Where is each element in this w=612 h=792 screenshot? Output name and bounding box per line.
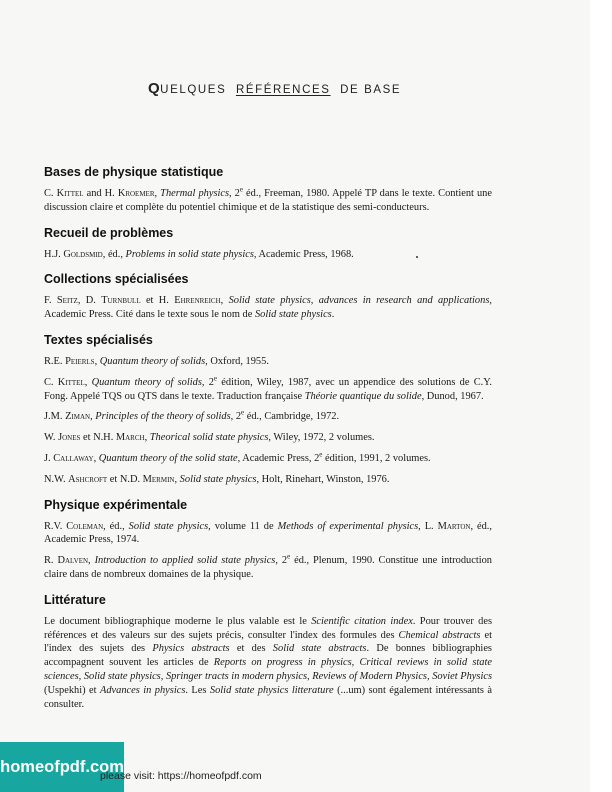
section-textes xyxy=(44,332,492,487)
references-content xyxy=(44,164,492,721)
section-heading: Recueil de problèmes xyxy=(44,225,174,240)
section-heading: Collections spécialisées xyxy=(44,272,189,287)
section-heading: Physique expérimentale xyxy=(44,497,188,512)
reference-entry: W. Jones et N.H. March, Theorical solid state physics, Wiley, 1972, 2 volumes. xyxy=(44,432,375,444)
reference-entry: R.V. Coleman, éd., Solid state physics, volume 11 de Methods of experimental physics, L. Marton, éd., Academic Press, 1974. xyxy=(44,520,492,546)
reference-entry: J.M. Ziman, Principles of the theory of solids, 2e éd., Cambridge, 1972. xyxy=(44,408,340,423)
reference-entry: R. Dalven, Introduction to applied solid state physics, 2e éd., Plenum, 1990. Constitue une introduction claire dans de nombreux domaines de la physique. xyxy=(44,552,492,580)
literature-paragraph: Le document bibliographique moderne le plus valable est le Scientific citation index. Pour trouver des références et des valeurs sur des sujets précis, consulter l'index des formules des Chemical abstracts et l'index des sujets des Physics abstracts et des Solid state abstracts. De bonnes bibliographies accompagnent souvent les articles de Reports on progress in physics, Critical reviews in solid state sciences, Solid state physics, Springer tracts in modern physics, Reviews of Modern Physics, Soviet Physics (Uspekhi) et Advances in physics. Les Solid state physics litterature (...um) sont également intéressants à consulter. xyxy=(44,615,492,710)
reference-entry: C. Kittel and H. Kroemer, Thermal physics, 2e éd., Freeman, 1980. Appelé TP dans le texte. Contient une discussion claire et complète du potentiel chimique et de la statistique des semi-conducteurs. xyxy=(44,185,492,213)
reference-entry: N.W. Ashcroft et N.D. Mermin, Solid state physics, Holt, Rinehart, Winston, 1976. xyxy=(44,473,390,485)
section-experimentale xyxy=(44,497,492,582)
watermark-note[interactable]: please visit: https://homeofpdf.com xyxy=(100,770,262,782)
section-heading: Bases de physique statistique xyxy=(44,165,224,179)
section-heading: Textes spécialisés xyxy=(44,332,153,347)
page-title: QUELQUES RÉFÉRENCES DE BASE xyxy=(148,80,402,97)
reference-entry: C. Kittel, Quantum theory of solids, 2e édition, Wiley, 1987, avec un appendice des solutions de C.Y. Fong. Appelé TQS ou QTS dans le texte. Traduction française Théorie quantique du solide, Dunod, 1967. xyxy=(44,374,492,402)
reference-entry: J. Callaway, Quantum theory of the solid state, Academic Press, 2e édition, 1991, 2 volumes. xyxy=(44,450,431,464)
section-collections xyxy=(44,271,492,322)
watermark-banner[interactable]: homeofpdf.com xyxy=(0,742,124,792)
section-heading: Littérature xyxy=(44,592,106,607)
section-bases xyxy=(44,164,492,215)
reference-entry: H.J. Goldsmid, éd., Problems in solid state physics, Academic Press, 1968. xyxy=(44,248,354,260)
reference-entry: R.E. Peierls, Quantum theory of solids, Oxford, 1955. xyxy=(44,355,269,367)
section-recueil xyxy=(44,225,492,262)
reference-entry: F. Seitz, D. Turnbull et H. Ehrenreich, Solid state physics, advances in research and applications, Academic Press. Cité dans le texte sous le nom de Solid state physics. xyxy=(44,295,492,321)
section-litterature xyxy=(44,592,492,712)
